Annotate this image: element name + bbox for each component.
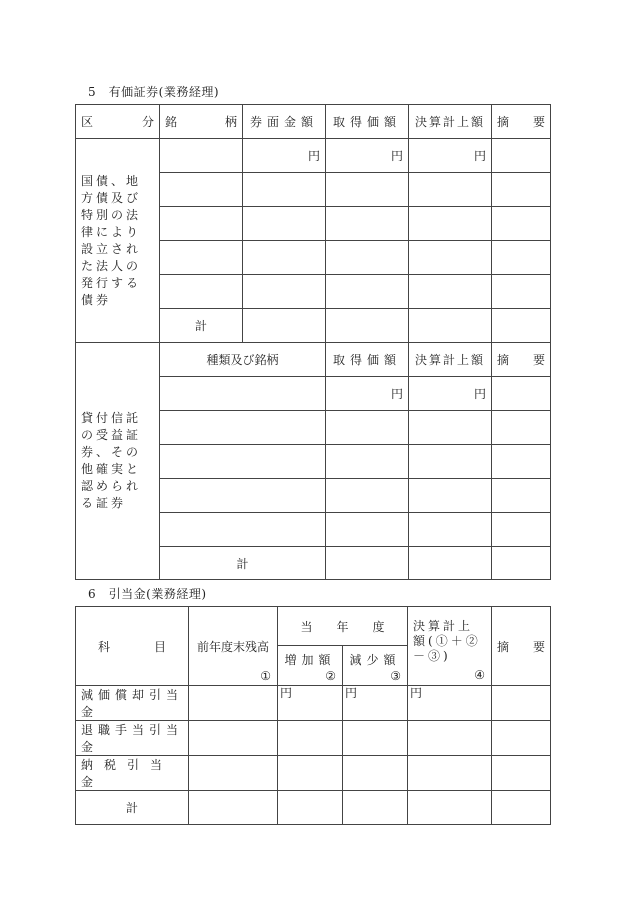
cell[interactable]: [408, 756, 492, 791]
cell[interactable]: [160, 241, 243, 275]
yen-unit: 円: [278, 686, 343, 721]
row-label: 退職手当引当金: [76, 721, 189, 756]
cell[interactable]: [492, 411, 551, 445]
cell[interactable]: [343, 791, 408, 825]
total-label: 計: [160, 309, 243, 343]
cell[interactable]: [492, 479, 551, 513]
cell[interactable]: [326, 241, 409, 275]
cell[interactable]: [160, 445, 326, 479]
circle-3: ③: [390, 669, 402, 683]
row-label: 納税引当金: [76, 756, 189, 791]
yen-unit: 円: [343, 686, 408, 721]
cell[interactable]: [492, 513, 551, 547]
cell[interactable]: [326, 513, 409, 547]
cell[interactable]: [409, 207, 492, 241]
cell[interactable]: [409, 173, 492, 207]
cell[interactable]: [189, 756, 278, 791]
header-remarks: 摘: [497, 115, 510, 129]
header-meigara-2: 柄: [224, 115, 237, 129]
header-remarks-2: 要: [533, 639, 546, 654]
header-current-year: 当 年 度: [278, 607, 408, 646]
cell[interactable]: [492, 173, 551, 207]
header-remarks-2: 要: [532, 353, 545, 367]
cell[interactable]: [243, 173, 326, 207]
header-kubun-2: 分: [141, 115, 154, 129]
table-row: [76, 756, 551, 791]
yen-unit: 円: [409, 139, 492, 173]
header-prior-balance-label: 前年度末残高: [196, 639, 269, 654]
row-label: 減価償却引当金: [76, 686, 189, 721]
section6-heading: 6 引当金(業務経理): [88, 587, 207, 601]
cell[interactable]: [160, 275, 243, 309]
cell[interactable]: [492, 686, 551, 721]
cell[interactable]: [278, 721, 343, 756]
cell[interactable]: [326, 445, 409, 479]
cell[interactable]: [326, 207, 409, 241]
circle-1: ①: [260, 669, 271, 683]
cell[interactable]: [278, 756, 343, 791]
yen-unit: 円: [243, 139, 326, 173]
cell[interactable]: [160, 411, 326, 445]
header-settlement-label: 決算計上額(①＋②－③): [413, 619, 481, 663]
table-row: [76, 139, 551, 173]
header-remarks: 摘: [497, 639, 510, 654]
cell[interactable]: [492, 207, 551, 241]
cell[interactable]: [326, 309, 409, 343]
header-type-and-name: 種類及び銘柄: [160, 343, 326, 377]
cell[interactable]: [492, 547, 551, 580]
header-prior-balance: [189, 607, 278, 686]
header-increase-label: 増加額: [284, 653, 336, 667]
cell[interactable]: [243, 241, 326, 275]
cell[interactable]: [409, 547, 492, 580]
header-remarks: 摘: [497, 353, 510, 367]
cell[interactable]: [243, 275, 326, 309]
securities-table: [75, 104, 551, 580]
header-decrease: [343, 646, 408, 686]
header-account: 科: [98, 639, 111, 654]
table-row: [76, 686, 551, 721]
header-settlement: [408, 607, 492, 686]
cell[interactable]: [492, 139, 551, 173]
cell[interactable]: [326, 275, 409, 309]
cell[interactable]: [492, 756, 551, 791]
circle-4: ④: [474, 668, 486, 682]
cell[interactable]: [492, 241, 551, 275]
cell[interactable]: [492, 791, 551, 825]
header-row: [76, 607, 551, 646]
header-acquisition: 取得価額: [326, 343, 409, 377]
cell[interactable]: [189, 686, 278, 721]
cell[interactable]: [492, 721, 551, 756]
section5-heading: 5 有価証券(業務経理): [88, 85, 219, 99]
header-acquisition: 取得価額: [326, 105, 409, 139]
cell[interactable]: [409, 309, 492, 343]
cell[interactable]: [160, 207, 243, 241]
cell[interactable]: [492, 275, 551, 309]
header-settlement: 決算計上額: [409, 105, 492, 139]
header-settlement: 決算計上額: [409, 343, 492, 377]
cell[interactable]: [189, 721, 278, 756]
header-decrease-label: 減少額: [349, 653, 401, 667]
cell[interactable]: [160, 139, 243, 173]
header-account-2: 目: [153, 639, 166, 654]
yen-unit: 円: [326, 377, 409, 411]
total-row: [76, 791, 551, 825]
header-face-value: 券面金額: [243, 105, 326, 139]
cell[interactable]: [408, 791, 492, 825]
cell[interactable]: [326, 173, 409, 207]
table-row: [76, 721, 551, 756]
category-trust-certificates: 貸付信託の受益証券、その他確実と認められる証券: [76, 343, 160, 580]
category-bonds: 国債、地方債及び特別の法律により設立された法人の発行する債券: [76, 139, 160, 343]
circle-2: ②: [325, 669, 336, 683]
cell[interactable]: [160, 173, 243, 207]
cell[interactable]: [492, 377, 551, 411]
total-label: 計: [160, 547, 326, 580]
total-label: 計: [76, 791, 189, 825]
cell[interactable]: [343, 721, 408, 756]
header-kubun: 区: [81, 115, 94, 129]
cell[interactable]: [326, 411, 409, 445]
cell[interactable]: [160, 513, 326, 547]
cell[interactable]: [243, 309, 326, 343]
cell[interactable]: [243, 207, 326, 241]
cell[interactable]: [326, 547, 409, 580]
header-remarks-2: 要: [532, 115, 545, 129]
cell[interactable]: [409, 411, 492, 445]
cell[interactable]: [409, 445, 492, 479]
cell[interactable]: [189, 791, 278, 825]
cell[interactable]: [409, 275, 492, 309]
cell[interactable]: [343, 756, 408, 791]
header-meigara: 銘: [165, 115, 178, 129]
header-row: [76, 343, 551, 377]
yen-unit: 円: [408, 686, 492, 721]
cell[interactable]: [409, 513, 492, 547]
cell[interactable]: [278, 791, 343, 825]
yen-unit: 円: [409, 377, 492, 411]
cell[interactable]: [326, 479, 409, 513]
cell[interactable]: [160, 479, 326, 513]
header-row: [76, 105, 551, 139]
cell[interactable]: [492, 309, 551, 343]
cell[interactable]: [409, 479, 492, 513]
cell[interactable]: [492, 445, 551, 479]
yen-unit: 円: [326, 139, 409, 173]
reserves-table: [75, 606, 551, 825]
header-increase: [278, 646, 343, 686]
cell[interactable]: [160, 377, 326, 411]
cell[interactable]: [409, 241, 492, 275]
cell[interactable]: [408, 721, 492, 756]
